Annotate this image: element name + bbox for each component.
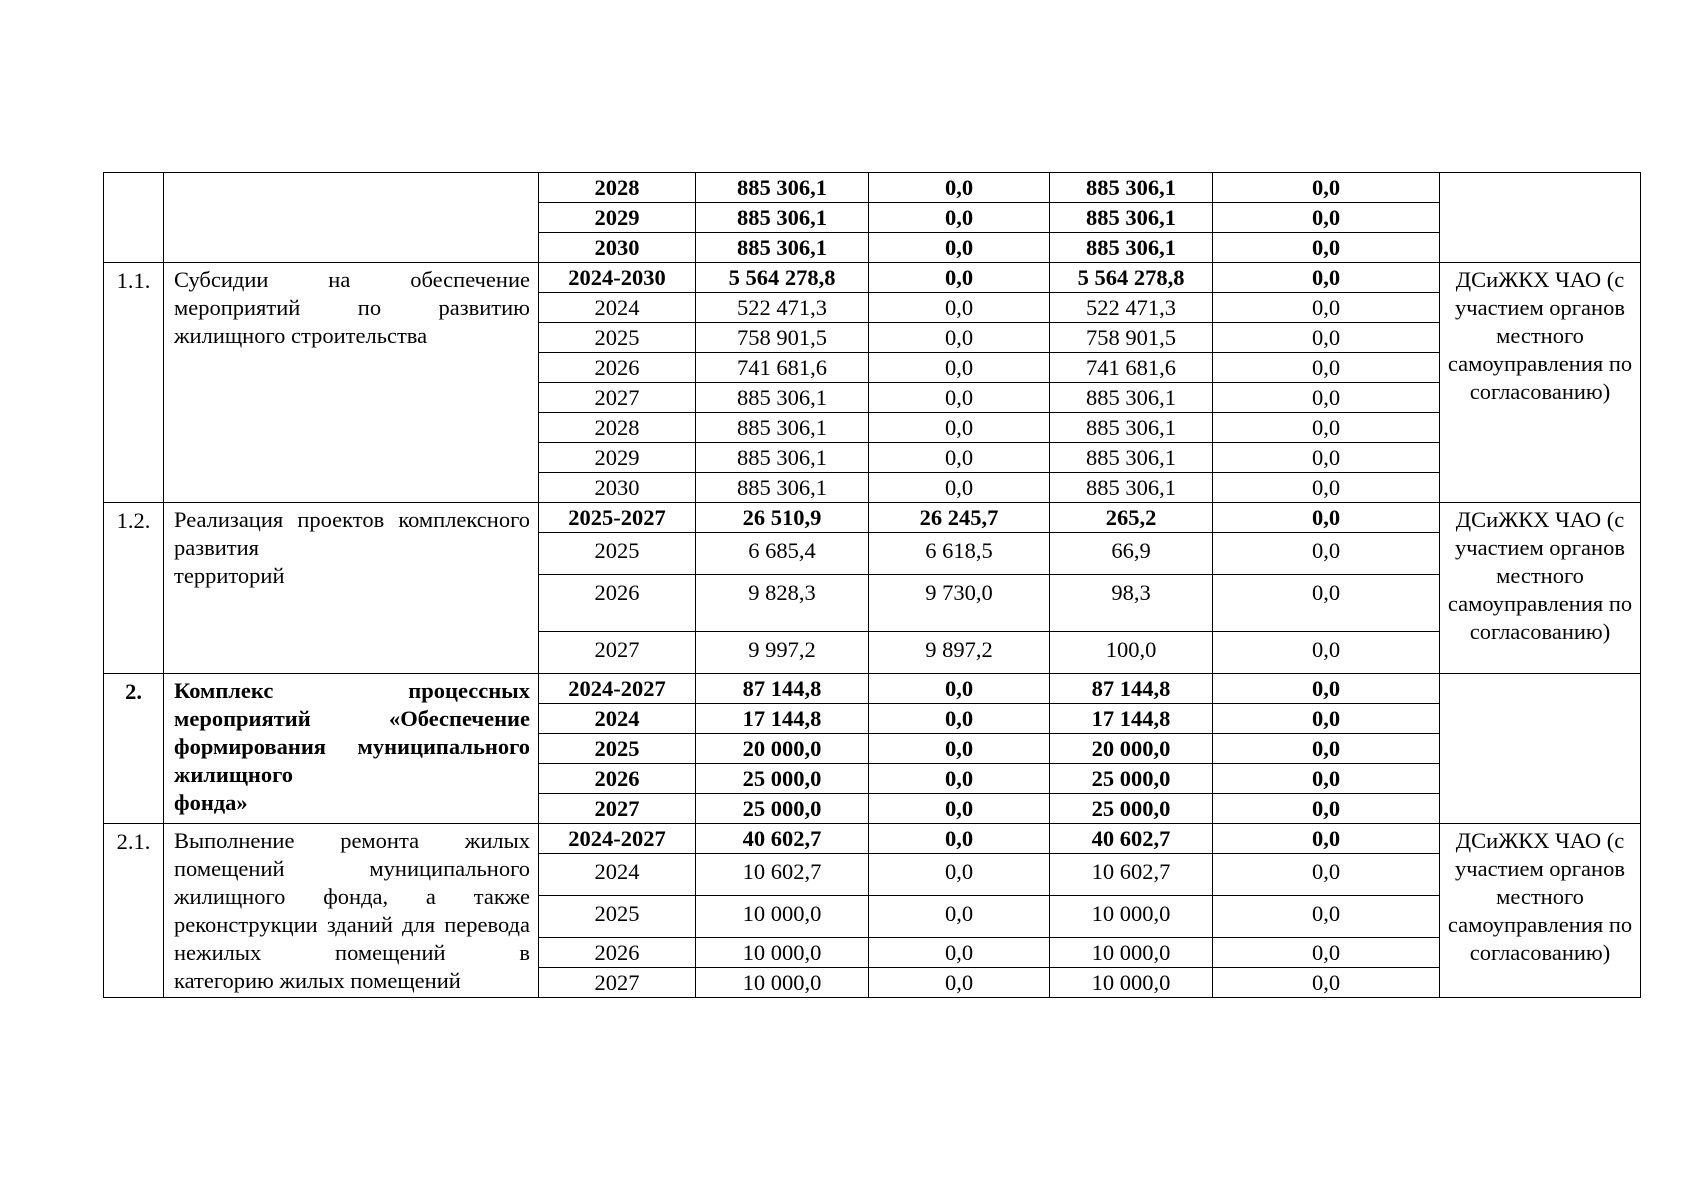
cell-regional: 758 901,5	[1050, 323, 1213, 353]
table-row	[104, 824, 1641, 854]
cell-total: 10 602,7	[696, 854, 869, 896]
cell-year: 2028	[539, 413, 696, 443]
item-number: 2.1.	[104, 824, 164, 998]
cell-federal: 26 245,7	[869, 503, 1050, 533]
cell-other: 0,0	[1213, 734, 1440, 764]
cell-regional: 66,9	[1050, 533, 1213, 575]
description-text-last-line: жилищного строительства	[174, 323, 428, 348]
item-description	[164, 263, 539, 503]
cell-year: 2027	[539, 968, 696, 998]
cell-federal: 0,0	[869, 764, 1050, 794]
item-number	[104, 173, 164, 263]
cell-federal: 0,0	[869, 854, 1050, 896]
table-row	[104, 674, 1641, 704]
item-number: 2.	[104, 674, 164, 824]
cell-other: 0,0	[1213, 794, 1440, 824]
cell-regional: 885 306,1	[1050, 383, 1213, 413]
cell-total: 885 306,1	[696, 413, 869, 443]
cell-other: 0,0	[1213, 575, 1440, 632]
cell-other: 0,0	[1213, 293, 1440, 323]
cell-year: 2024-2027	[539, 674, 696, 704]
cell-federal: 0,0	[869, 794, 1050, 824]
cell-other: 0,0	[1213, 323, 1440, 353]
item-number: 1.1.	[104, 263, 164, 503]
description-text: Комплекс процессных мероприятий «Обеспечение формирования муниципального жилищного	[174, 678, 530, 787]
cell-year: 2024	[539, 293, 696, 323]
cell-federal: 6 618,5	[869, 533, 1050, 575]
cell-federal: 0,0	[869, 704, 1050, 734]
cell-federal: 0,0	[869, 383, 1050, 413]
cell-total: 40 602,7	[696, 824, 869, 854]
cell-regional: 25 000,0	[1050, 764, 1213, 794]
description-text: Субсидии на обеспечение мероприятий по развитию	[174, 267, 530, 320]
description-text: Реализация проектов комплексного развития	[174, 507, 530, 560]
cell-other: 0,0	[1213, 896, 1440, 938]
cell-federal: 9 730,0	[869, 575, 1050, 632]
cell-other: 0,0	[1213, 764, 1440, 794]
cell-total: 9 828,3	[696, 575, 869, 632]
cell-total: 10 000,0	[696, 968, 869, 998]
cell-regional: 5 564 278,8	[1050, 263, 1213, 293]
cell-other: 0,0	[1213, 674, 1440, 704]
cell-year: 2030	[539, 473, 696, 503]
cell-year: 2029	[539, 443, 696, 473]
cell-year: 2024-2027	[539, 824, 696, 854]
cell-year: 2025-2027	[539, 503, 696, 533]
cell-other: 0,0	[1213, 503, 1440, 533]
cell-regional: 25 000,0	[1050, 794, 1213, 824]
cell-total: 522 471,3	[696, 293, 869, 323]
cell-federal: 0,0	[869, 323, 1050, 353]
cell-year: 2027	[539, 383, 696, 413]
cell-total: 885 306,1	[696, 443, 869, 473]
cell-other: 0,0	[1213, 413, 1440, 443]
cell-total: 741 681,6	[696, 353, 869, 383]
item-number: 1.2.	[104, 503, 164, 674]
cell-year: 2026	[539, 575, 696, 632]
table-row	[104, 173, 1641, 203]
cell-year: 2026	[539, 764, 696, 794]
description-text-last-line: территорий	[174, 563, 285, 588]
cell-total: 5 564 278,8	[696, 263, 869, 293]
item-description	[164, 503, 539, 674]
cell-year: 2025	[539, 533, 696, 575]
cell-federal: 0,0	[869, 968, 1050, 998]
cell-regional: 87 144,8	[1050, 674, 1213, 704]
cell-year: 2025	[539, 896, 696, 938]
cell-regional: 741 681,6	[1050, 353, 1213, 383]
cell-other: 0,0	[1213, 854, 1440, 896]
responsible-executor	[1440, 674, 1641, 824]
cell-total: 9 997,2	[696, 632, 869, 674]
cell-federal: 0,0	[869, 896, 1050, 938]
cell-regional: 885 306,1	[1050, 443, 1213, 473]
cell-federal: 0,0	[869, 173, 1050, 203]
cell-regional: 40 602,7	[1050, 824, 1213, 854]
cell-total: 26 510,9	[696, 503, 869, 533]
item-description	[164, 824, 539, 998]
cell-regional: 10 000,0	[1050, 896, 1213, 938]
cell-regional: 17 144,8	[1050, 704, 1213, 734]
cell-other: 0,0	[1213, 383, 1440, 413]
cell-federal: 0,0	[869, 233, 1050, 263]
cell-regional: 20 000,0	[1050, 734, 1213, 764]
cell-other: 0,0	[1213, 263, 1440, 293]
cell-total: 25 000,0	[696, 794, 869, 824]
description-text: Выполнение ремонта жилых помещений муниципального жилищного фонда, а также реконструкции зданий для перевода нежилых помещений в	[174, 828, 530, 965]
cell-other: 0,0	[1213, 173, 1440, 203]
cell-other: 0,0	[1213, 632, 1440, 674]
cell-regional: 522 471,3	[1050, 293, 1213, 323]
budget-table	[103, 172, 1641, 998]
cell-regional: 10 602,7	[1050, 854, 1213, 896]
cell-year: 2027	[539, 632, 696, 674]
cell-other: 0,0	[1213, 968, 1440, 998]
cell-year: 2026	[539, 938, 696, 968]
cell-federal: 0,0	[869, 734, 1050, 764]
cell-year: 2028	[539, 173, 696, 203]
description-text-last-line: фонда»	[174, 790, 248, 815]
cell-total: 10 000,0	[696, 938, 869, 968]
item-description	[164, 173, 539, 263]
description-text-last-line: категорию жилых помещений	[174, 968, 461, 993]
cell-other: 0,0	[1213, 443, 1440, 473]
cell-other: 0,0	[1213, 473, 1440, 503]
cell-total: 885 306,1	[696, 173, 869, 203]
cell-federal: 0,0	[869, 203, 1050, 233]
cell-total: 10 000,0	[696, 896, 869, 938]
cell-regional: 265,2	[1050, 503, 1213, 533]
cell-year: 2027	[539, 794, 696, 824]
cell-year: 2025	[539, 734, 696, 764]
cell-regional: 10 000,0	[1050, 968, 1213, 998]
cell-federal: 0,0	[869, 473, 1050, 503]
cell-total: 6 685,4	[696, 533, 869, 575]
cell-year: 2024-2030	[539, 263, 696, 293]
cell-regional: 885 306,1	[1050, 473, 1213, 503]
cell-year: 2024	[539, 854, 696, 896]
cell-total: 885 306,1	[696, 233, 869, 263]
cell-regional: 100,0	[1050, 632, 1213, 674]
cell-total: 885 306,1	[696, 383, 869, 413]
cell-federal: 0,0	[869, 353, 1050, 383]
cell-total: 20 000,0	[696, 734, 869, 764]
cell-federal: 9 897,2	[869, 632, 1050, 674]
cell-other: 0,0	[1213, 233, 1440, 263]
cell-other: 0,0	[1213, 533, 1440, 575]
cell-other: 0,0	[1213, 704, 1440, 734]
cell-other: 0,0	[1213, 353, 1440, 383]
cell-total: 87 144,8	[696, 674, 869, 704]
cell-federal: 0,0	[869, 413, 1050, 443]
cell-year: 2025	[539, 323, 696, 353]
cell-other: 0,0	[1213, 824, 1440, 854]
cell-total: 885 306,1	[696, 203, 869, 233]
responsible-executor: ДСиЖКХ ЧАО (с участием органов местного самоуправления по согласованию)	[1440, 263, 1641, 503]
cell-other: 0,0	[1213, 203, 1440, 233]
cell-other: 0,0	[1213, 938, 1440, 968]
cell-federal: 0,0	[869, 263, 1050, 293]
cell-total: 25 000,0	[696, 764, 869, 794]
item-description	[164, 674, 539, 824]
cell-year: 2024	[539, 704, 696, 734]
responsible-executor	[1440, 173, 1641, 263]
responsible-executor: ДСиЖКХ ЧАО (с участием органов местного самоуправления по согласованию)	[1440, 503, 1641, 674]
cell-regional: 885 306,1	[1050, 173, 1213, 203]
cell-federal: 0,0	[869, 443, 1050, 473]
table-row	[104, 503, 1641, 533]
cell-regional: 10 000,0	[1050, 938, 1213, 968]
cell-regional: 885 306,1	[1050, 203, 1213, 233]
cell-federal: 0,0	[869, 824, 1050, 854]
cell-year: 2030	[539, 233, 696, 263]
responsible-executor: ДСиЖКХ ЧАО (с участием органов местного самоуправления по согласованию)	[1440, 824, 1641, 998]
table-row	[104, 263, 1641, 293]
cell-year: 2029	[539, 203, 696, 233]
cell-federal: 0,0	[869, 674, 1050, 704]
cell-total: 17 144,8	[696, 704, 869, 734]
cell-regional: 885 306,1	[1050, 233, 1213, 263]
cell-year: 2026	[539, 353, 696, 383]
cell-federal: 0,0	[869, 938, 1050, 968]
cell-total: 758 901,5	[696, 323, 869, 353]
cell-regional: 98,3	[1050, 575, 1213, 632]
cell-regional: 885 306,1	[1050, 413, 1213, 443]
cell-federal: 0,0	[869, 293, 1050, 323]
cell-total: 885 306,1	[696, 473, 869, 503]
